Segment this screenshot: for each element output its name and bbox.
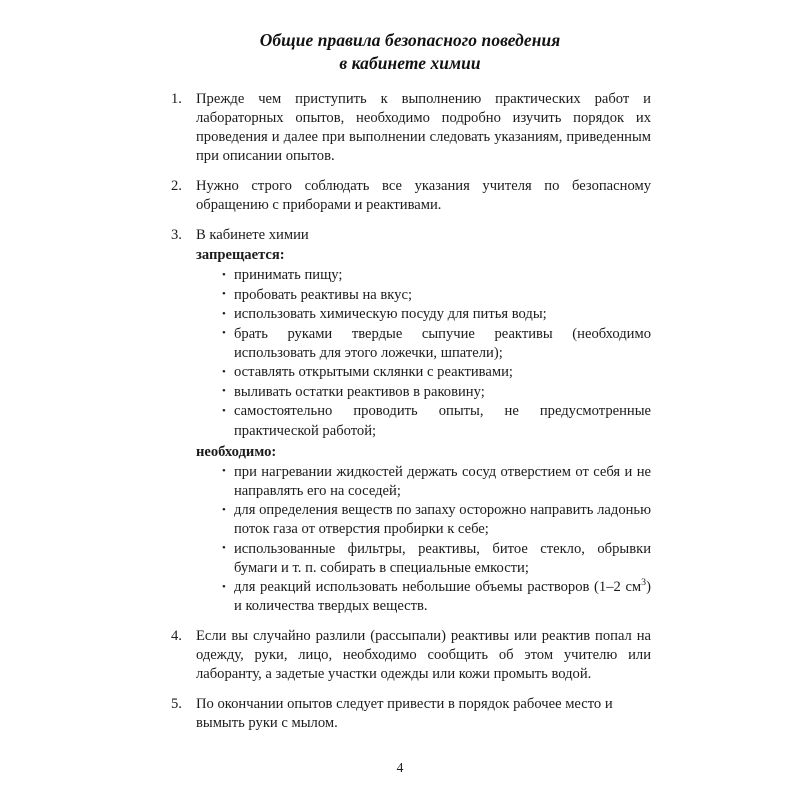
document-body: [171, 90, 651, 733]
forbidden-label: запрещается:: [196, 247, 285, 264]
page-title: [150, 29, 670, 75]
rule-item-2-text: Нужно строго соблюдать все указания учителя по безопасному обращению с приборами и реактивами.: [196, 178, 651, 214]
page-title-line-1: Общие правила безопасного поведения: [259, 30, 561, 50]
volume-text-after: ) и количества твердых веществ.: [234, 579, 651, 615]
list-item: [222, 501, 651, 539]
list-item: [222, 402, 651, 440]
rule-item-1-marker: 1.: [171, 91, 182, 107]
rule-item-3-marker: 3.: [171, 227, 182, 244]
bullet-icon: •: [222, 385, 226, 398]
list-item: [222, 305, 651, 324]
rule-item-1: [171, 90, 651, 166]
list-item-text: для определения веществ по запаху осторожно направить ладонью поток газа от отверстия пробирки к себе;: [234, 502, 651, 538]
list-item-text: использованные фильтры, реактивы, битое стекло, обрывки бумаги и т. п. собирать в специальные емкости;: [234, 540, 651, 576]
required-label: необходимо:: [196, 443, 277, 460]
list-item-text: выливать остатки реактивов в раковину;: [234, 383, 485, 400]
bullet-icon: •: [222, 465, 226, 478]
list-item-text: использовать химическую посуду для питья воды;: [234, 306, 547, 323]
list-item: [222, 363, 651, 382]
bullet-icon: •: [222, 542, 226, 555]
list-item: [222, 578, 651, 616]
list-item-text: принимать пищу;: [234, 267, 343, 284]
bullet-icon: •: [222, 307, 226, 320]
forbidden-bullet-list: [196, 266, 651, 440]
list-item-text-volume: [234, 578, 651, 616]
list-item: [222, 286, 651, 305]
list-item: [222, 383, 651, 402]
bullet-icon: •: [222, 327, 226, 340]
page-title-line-2: в кабинете химии: [339, 53, 481, 74]
rule-item-4: [171, 627, 651, 684]
list-item-text: брать руками твердые сыпучие реактивы (необходимо использовать для этого ложечки, шпатели);: [234, 325, 651, 361]
rule-item-2: [171, 177, 651, 215]
bullet-icon: •: [222, 365, 226, 378]
list-item-text: пробовать реактивы на вкус;: [234, 286, 413, 303]
rule-item-5-text: По окончании опытов следует привести в порядок рабочее место и вымыть руки с мылом.: [196, 696, 613, 732]
rule-item-2-marker: 2.: [171, 178, 182, 195]
list-item-text: самостоятельно проводить опыты, не предусмотренные практической работой;: [234, 403, 651, 439]
rule-item-4-text: Если вы случайно разлили (рассыпали) реактивы или реактив попал на одежду, руки, лицо, необходимо сообщить об этом учителю или лаборанту, а задетые участки одежды или кожи промыть водой.: [196, 628, 651, 683]
page-number: 4: [396, 760, 404, 775]
bullet-icon: •: [222, 268, 226, 281]
required-bullet-list: [196, 463, 651, 617]
rule-item-5: [171, 695, 651, 733]
bullet-icon: •: [222, 404, 226, 417]
rule-item-5-marker: 5.: [171, 696, 182, 713]
bullet-icon: •: [222, 580, 226, 593]
list-item: [222, 463, 651, 501]
list-item-text: при нагревании жидкостей держать сосуд отверстием от себя и не направлять его на соседей;: [234, 463, 651, 499]
rule-item-3-text: В кабинете химии: [196, 227, 309, 244]
rule-item-3: [171, 226, 651, 616]
list-item: [222, 540, 651, 578]
bullet-icon: •: [222, 503, 226, 516]
rule-item-1-text: Прежде чем приступить к выполнению практических работ и лабораторных опытов, необходимо подробно изучить порядок их проведения и далее при выполнении следовать указаниям, приведенным при описании опытов.: [196, 91, 651, 165]
list-item-text: оставлять открытыми склянки с реактивами;: [234, 364, 513, 381]
bullet-icon: •: [222, 288, 226, 301]
rule-item-4-marker: 4.: [171, 628, 182, 645]
volume-superscript: 3: [641, 577, 647, 589]
list-item: [222, 325, 651, 363]
list-item: [222, 266, 651, 285]
volume-text-before: для реакций использовать небольшие объемы растворов (1–2 см: [234, 579, 642, 596]
